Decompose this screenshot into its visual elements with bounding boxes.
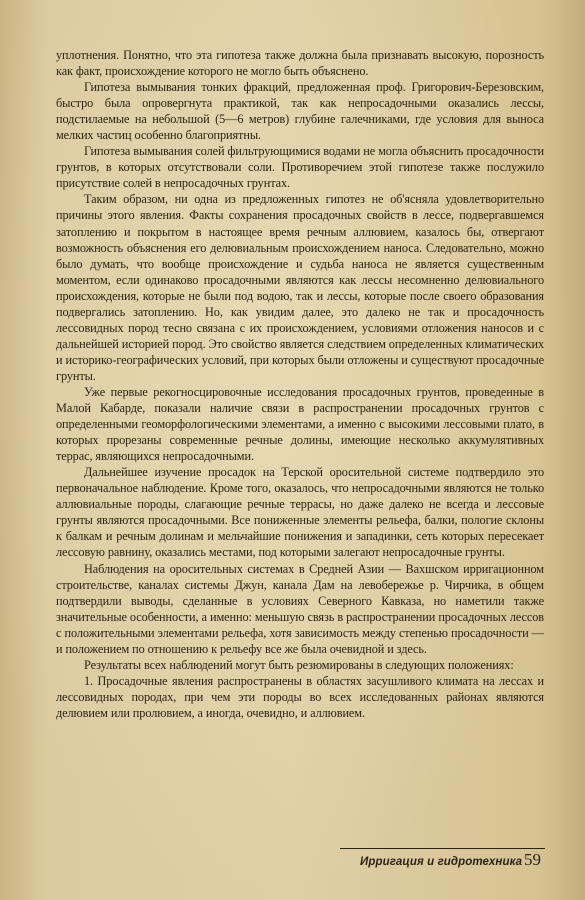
paragraph-7: Наблюдения на оросительных системах в Средней Азии — Вахшском ирригационном строительстве, каналах системы Джун, канала Дам на левобережье р. Чирчика, в общем подтвердили выводы, сделанные в условиях Северного Кавказа, но наметили также значительные особенности, а именно: меньшую связь в распространении просадочных лессов с положительными элементами рельефа, хотя зависимость между степенью просадочности — и положением по отношению к рельефу все же была очевидной и здесь. (56, 561, 544, 656)
paragraph-1: уплотнения. Понятно, что эта гипотеза также должна была признавать высокую, порозность как факт, происхождение которого не могло быть объяснено. (56, 48, 544, 79)
body-text (56, 47, 544, 721)
paragraph-4: Таким образом, ни одна из предложенных гипотез не об'ясняла удовлетворительно причины этого явления. Факты сохранения просадочных свойств в лессе, подвергавшемся затоплению и покрытом в настоящее время речным аллювием, казалось бы, отвергают возможность объяснения его делювиальным происхождением наноса. Следовательно, можно было думать, что вообще происхождение и судьба наноса не является существенным моментом, если одинаково просадочными являются как лессы несомненно делювиального происхождения, которые не были под водою, так и лессы, которые после своего образования подвергались затоплению. Но, как увидим далее, это далеко не так и просадочность лессовидных пород тесно связана с их происхождением, условиями отложения наносов и с дальнейшей историей пород. Это свойство является следствием определенных климатических и историко-географических условий, при которых были отложены и существуют просадочные грунты. (56, 192, 544, 383)
footer-rule (340, 848, 545, 849)
paragraph-9: 1. Просадочные явления распространены в областях засушливого климата на лессах и лессовидных породах, при чем эти породы во всех исследованных районах являются делювием или пролювием, а иногда, очевидно, и аллювием. (56, 673, 544, 720)
page-number: 59 (524, 850, 541, 869)
paragraph-3: Гипотеза вымывания солей фильтрующимися водами не могла объяснить просадочности грунтов, в которых отсутствовали соли. Противоречием этой гипотезе также послужило присутствие солей в непросадочных грунтах. (56, 144, 544, 191)
running-footer-title: Ирригация и гидротехника (360, 856, 523, 868)
paragraph-5: Уже первые рекогносцировочные исследования просадочных грунтов, проведенные в Малой Кабарде, показали наличие связи в распространении просадочных грунтов с определенными геоморфологическими элементами, а именно с высокими лессовыми плато, в которых прорезаны современные речные долины, имеющие несколько аккумулятивных террас, являющихся непросадочными. (56, 384, 544, 464)
paragraph-2: Гипотеза вымывания тонких фракций, предложенная проф. Григорович-Березовским, быстро была опровергнута практикой, так как непросадочными оказались лессы, подстилаемые на небольшой (5—6 метров) глубине галечниками, где условия для выноса мелких частиц особенно благоприятны. (56, 80, 544, 143)
paragraph-8: Результаты всех наблюдений могут быть резюмированы в следующих положениях: (84, 657, 514, 672)
paragraph-6: Дальнейшее изучение просадок на Терской оросительной системе подтвердило это первоначальное наблюдение. Кроме того, оказалось, что непросадочными являются не только аллювиальные породы, слагающие речные террасы, но даже далеко не всегда и лессовые грунты являются просадочными. Все пониженные элементы рельефа, балки, пологие склоны к балкам и речным долинам и мельчайшие понижения и западинки, сеть которых пересекает лессовую равнину, оказались местами, под которыми залегают непросадочные грунты. (56, 465, 544, 560)
